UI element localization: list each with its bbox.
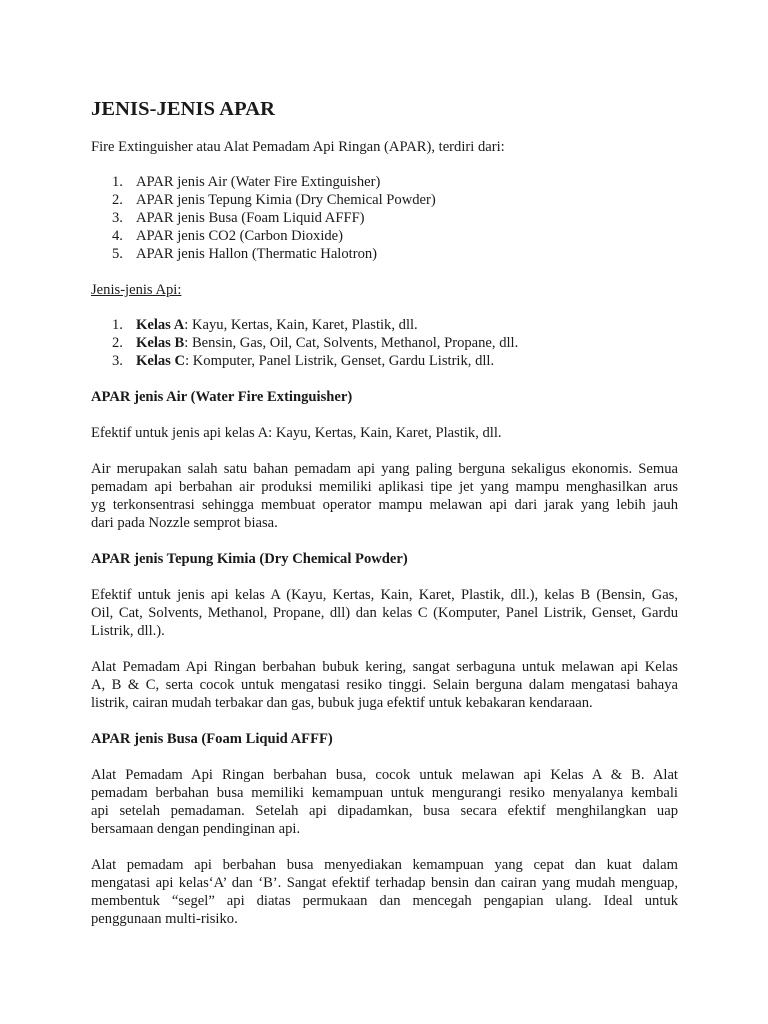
section-air-paragraph-1: Efektif untuk jenis api kelas A: Kayu, Kertas, Kain, Karet, Plastik, dll. (91, 425, 502, 441)
section-tepung-paragraph-2 (91, 658, 678, 712)
text-line: api setelah pemadaman. Setelah api dipadamkan, busa secara efektif menghilangkan uap (91, 803, 678, 819)
document-page (91, 96, 678, 928)
apar-types-list (91, 173, 678, 263)
text-line: listrik, cairan mudah terbakar dan gas, bubuk juga efektif untuk kebakaran kendaraan. (91, 695, 593, 711)
text-line: pemadam api berbahan air produksi memiliki aplikasi tipe jet yang mampu menghasilkan arus (91, 479, 678, 495)
section-title-air: APAR jenis Air (Water Fire Extinguisher) (91, 389, 353, 405)
list-item: 3. Kelas C: Komputer, Panel Listrik, Genset, Gardu Listrik, dll. (112, 353, 495, 369)
text-line: Air merupakan salah satu bahan pemadam api yang paling berguna sekaligus ekonomis. Semua (91, 461, 678, 477)
text-line: Listrik, dll.). (91, 623, 165, 639)
text-line: Alat Pemadam Api Ringan berbahan busa, cocok untuk melawan api Kelas A & B. Alat (91, 767, 678, 783)
section-title-tepung: APAR jenis Tepung Kimia (Dry Chemical Powder) (91, 551, 408, 567)
page-title: JENIS-JENIS APAR (91, 98, 276, 120)
text-line: Efektif untuk jenis api kelas A (Kayu, Kertas, Kain, Karet, Plastik, dll.), kelas B (Bensin, Gas, (91, 587, 678, 603)
section-busa-paragraph-1 (91, 766, 678, 838)
text-line: Oil, Cat, Solvents, Methanol, Propane, dll) dan kelas C (Komputer, Panel Listrik, Genset, Gardu (91, 605, 678, 621)
text-line: Alat Pemadam Api Ringan berbahan bubuk kering, sangat serbaguna untuk melawan api Kelas (91, 659, 678, 675)
text-line: dari pada Nozzle semprot biasa. (91, 515, 278, 531)
list-item: 2. APAR jenis Tepung Kimia (Dry Chemical Powder) (112, 192, 436, 208)
section-busa-paragraph-2 (91, 856, 678, 928)
text-line: Alat pemadam api berbahan busa menyediakan kemampuan yang cepat dan kuat dalam (91, 857, 678, 873)
section-air-paragraph-2 (91, 460, 678, 532)
text-line: mengatasi api kelas‘A’ dan ‘B’. Sangat efektif terhadap bensin dan cairan yang mudah menguap, (91, 875, 678, 891)
list-item: 5. APAR jenis Hallon (Thermatic Halotron) (112, 246, 378, 262)
list-item: 1. APAR jenis Air (Water Fire Extinguisher) (112, 174, 381, 190)
list-item: 1. Kelas A: Kayu, Kertas, Kain, Karet, Plastik, dll. (112, 317, 418, 333)
text-line: A, B & C, serta cocok untuk mengatasi resiko tinggi. Selain berguna dalam mengatasi bahaya (91, 677, 678, 693)
intro-text: Fire Extinguisher atau Alat Pemadam Api Ringan (APAR), terdiri dari: (91, 139, 505, 155)
text-line: penggunaan multi-risiko. (91, 911, 238, 927)
section-title-busa: APAR jenis Busa (Foam Liquid AFFF) (91, 731, 333, 747)
list-item: 2. Kelas B: Bensin, Gas, Oil, Cat, Solvents, Methanol, Propane, dll. (112, 335, 519, 351)
list-item: 4. APAR jenis CO2 (Carbon Dioxide) (112, 228, 344, 244)
fire-classes-list (91, 316, 678, 370)
text-line: pemadam berbahan busa memiliki kemampuan untuk mengurangi resiko menyalanya kembali (91, 785, 678, 801)
text-line: bersamaan dengan pendinginan api. (91, 821, 301, 837)
text-line: membentuk “segel” api diatas permukaan dan mencegah pengapian ulang. Ideal untuk (91, 893, 678, 909)
fire-classes-heading: Jenis-jenis Api: (91, 282, 182, 298)
section-tepung-paragraph-1 (91, 586, 678, 640)
text-line: yg terkonsentrasi sehingga membuat operator mampu melawan api dari jarak yang lebih jauh (91, 497, 678, 513)
list-item: 3. APAR jenis Busa (Foam Liquid AFFF) (112, 210, 365, 226)
